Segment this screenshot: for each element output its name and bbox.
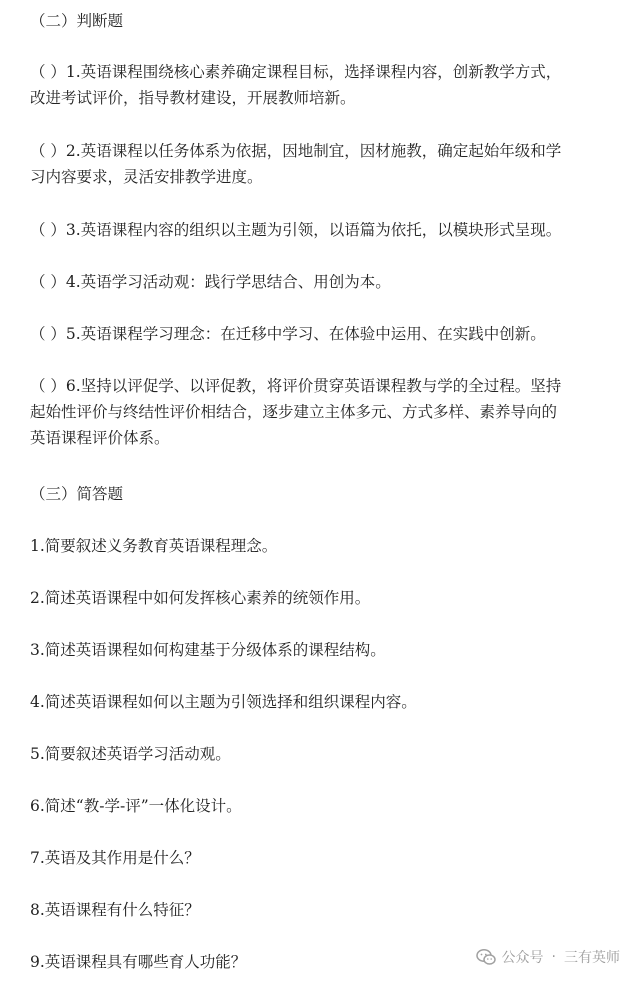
judgement-item-5-line1: （ ）5.英语课程学习理念：在迁移中学习、在体验中运用、在实践中创新。	[30, 325, 546, 343]
judgement-item-1-line1: （ ）1.英语课程围绕核心素养确定课程目标，选择课程内容，创新教学方式，	[30, 63, 562, 81]
wechat-watermark	[476, 944, 620, 970]
judgement-item-4-line1: （ ）4.英语学习活动观：践行学思结合、用创为本。	[30, 273, 391, 291]
judgement-item-1	[30, 59, 620, 111]
judgement-item-2-line1: （ ）2.英语课程以任务体系为依据，因地制宜，因材施教，确定起始年级和学	[30, 142, 562, 160]
judgement-item-2	[30, 138, 620, 190]
wechat-icon	[476, 948, 496, 966]
section3-heading: （三）简答题	[30, 485, 124, 503]
watermark-account-name: 三有英师	[564, 950, 620, 966]
judgement-item-6-line3: 英语课程评价体系。	[30, 429, 170, 447]
judgement-item-6	[30, 373, 620, 451]
judgement-item-3	[30, 217, 620, 243]
short-answer-item-4: 4.简述英语课程如何以主题为引领选择和组织课程内容。	[30, 693, 417, 711]
judgement-item-6-line2: 起始性评价与终结性评价相结合，逐步建立主体多元、方式多样、素养导向的	[30, 403, 558, 421]
short-answer-item-9: 9.英语课程具有哪些育人功能？	[30, 953, 247, 971]
judgement-item-3-line1: （ ）3.英语课程内容的组织以主题为引领，以语篇为依托，以模块形式呈现。	[30, 221, 562, 239]
short-answer-item-2: 2.简述英语课程中如何发挥核心素养的统领作用。	[30, 589, 371, 607]
short-answer-item-1: 1.简要叙述义务教育英语课程理念。	[30, 537, 278, 555]
judgement-item-6-line1: （ ）6.坚持以评促学、以评促教，将评价贯穿英语课程教与学的全过程。坚持	[30, 377, 562, 395]
judgement-item-4	[30, 269, 620, 295]
section2-heading: （二）判断题	[30, 12, 124, 30]
short-answer-item-8: 8.英语课程有什么特征？	[30, 901, 200, 919]
judgement-item-5	[30, 321, 620, 347]
short-answer-item-6: 6.简述“教-学-评”一体化设计。	[30, 797, 242, 815]
judgement-item-1-line2: 改进考试评价，指导教材建设，开展教师培新。	[30, 89, 356, 107]
short-answer-item-7: 7.英语及其作用是什么？	[30, 849, 200, 867]
short-answer-item-3: 3.简述英语课程如何构建基于分级体系的课程结构。	[30, 641, 386, 659]
short-answer-item-5: 5.简要叙述英语学习活动观。	[30, 745, 231, 763]
watermark-separator: ·	[551, 949, 556, 965]
judgement-item-2-line2: 习内容要求，灵活安排教学进度。	[30, 168, 263, 186]
watermark-account-label: 公众号	[501, 950, 544, 966]
